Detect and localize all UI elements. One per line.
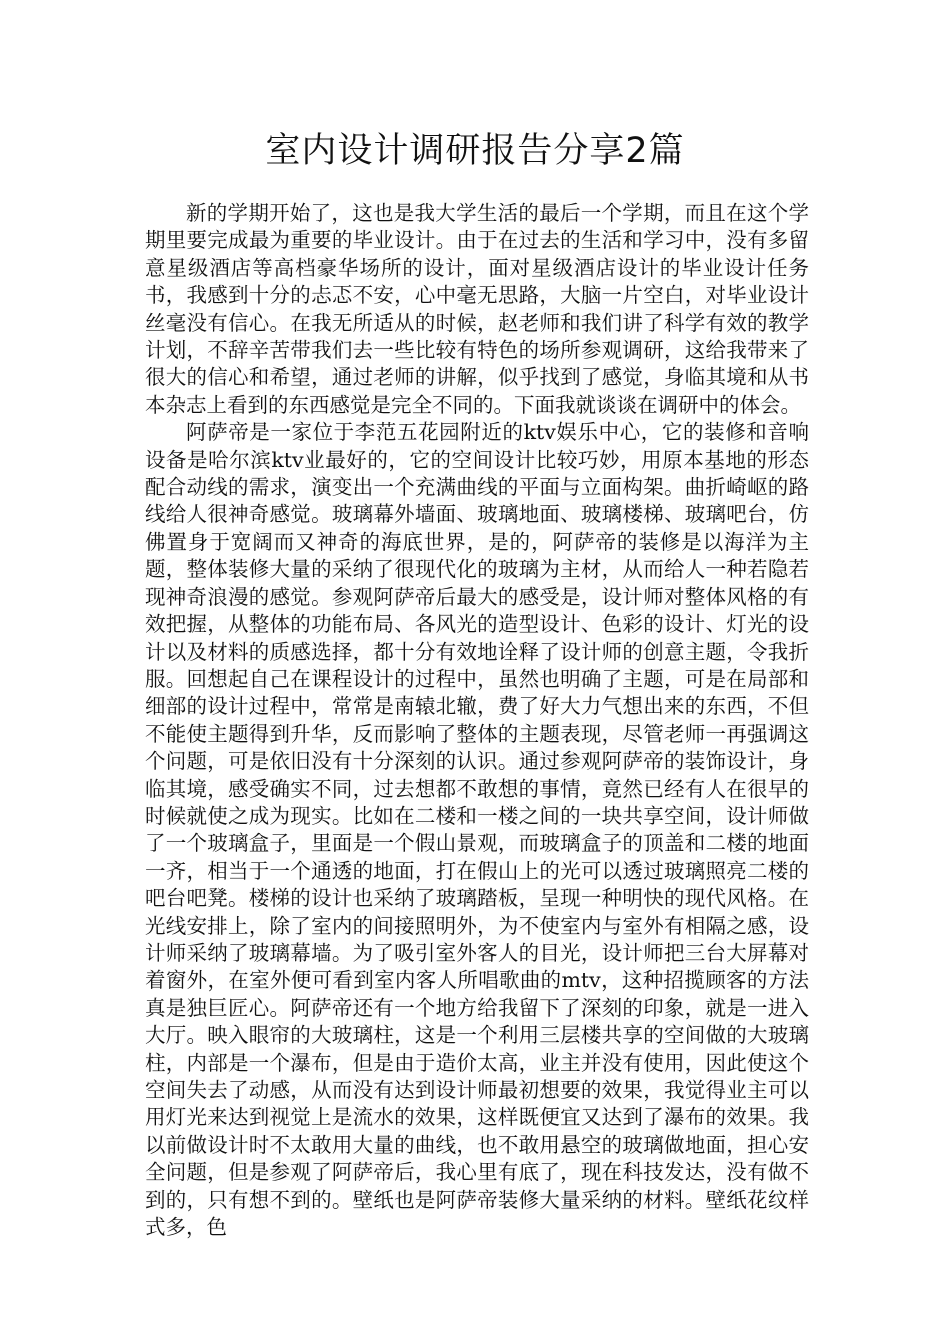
paragraph-asadi: 阿萨帝是一家位于李范五花园附近的ktv娱乐中心，它的装修和音响设备是哈尔滨ktv业最好的，它的空间设计比较巧妙，用原本基地的形态配合动线的需求，演变出一个充满曲线的平面与立面构架。曲折崎岖的路线给人很神奇感觉。玻璃幕外墙面、玻璃地面、玻璃楼梯、玻璃吧台，仿佛置身于宽阔而又神奇的海底世界，是的，阿萨帝的装修是以海洋为主题，整体装修大量的采纳了很现代化的玻璃为主材，从而给人一种若隐若现神奇浪漫的感觉。参观阿萨帝后最大的感受是，设计师对整体风格的有效把握，从整体的功能布局、各风光的造型设计、色彩的设计、灯光的设计以及材料的质感选择，都十分有效地诠释了设计师的创意主题，令我折服。回想起自己在课程设计的过程中，虽然也明确了主题，可是在局部和细部的设计过程中，常常是南辕北辙，费了好大力气想出来的东西，不但不能使主题得到升华，反而影响了整体的主题表现，尽管老师一再强调这个问题，可是依旧没有十分深刻的认识。通过参观阿萨帝的装饰设计，身临其境，感受确实不同，过去想都不敢想的事情，竟然已经有人在很早的时候就使之成为现实。比如在二楼和一楼之间的一块共享空间，设计师做了一个玻璃盒子，里面是一个假山景观，而玻璃盒子的顶盖和二楼的地面一齐，相当于一个通透的地面，打在假山上的光可以透过玻璃照亮二楼的吧台吧凳。楼梯的设计也采纳了玻璃踏板，呈现一种明快的现代风格。在光线安排上，除了室内的间接照明外，为不使室内与室外有相隔之感，设计师采纳了玻璃幕墙。为了吸引室外客人的目光，设计师把三台大屏幕对着窗外，在室外便可看到室内客人所唱歌曲的mtv，这种招揽顾客的方法真是独巨匠心。阿萨帝还有一个地方给我留下了深刻的印象，就是一进入大厅。映入眼帘的大玻璃柱，这是一个利用三层楼共享的空间做的大玻璃柱，内部是一个瀑布，但是由于造价太高，业主并没有使用，因此使这个空间失去了动感，从而没有达到设计师最初想要的效果，我觉得业主可以用灯光来达到视觉上是流水的效果，这样既便宜又达到了瀑布的效果。我以前做设计时不太敢用大量的曲线，也不敢用悬空的玻璃做地面，担心安全问题，但是参观了阿萨帝后，我心里有底了，现在科技发达，没有做不到的，只有想不到的。壁纸也是阿萨帝装修大量采纳的材料。壁纸花纹样式多，色 [145,420,809,1240]
document-body [145,200,809,1241]
document-title: 室内设计调研报告分享2篇 [265,131,685,171]
paragraph-intro: 新的学期开始了，这也是我大学生活的最后一个学期，而且在这个学期里要完成最为重要的毕业设计。由于在过去的生活和学习中，没有多留意星级酒店等高档豪华场所的设计，面对星级酒店设计的毕业设计任务书，我感到十分的忐忑不安，心中毫无思路，大脑一片空白，对毕业设计丝毫没有信心。在我无所适从的时候，赵老师和我们讲了科学有效的教学计划，不辞辛苦带我们去一些比较有特色的场所参观调研，这给我带来了很大的信心和希望，通过老师的讲解，似乎找到了感觉，身临其境和从书本杂志上看到的东西感觉是完全不同的。下面我就谈谈在调研中的体会。 [145,201,809,417]
